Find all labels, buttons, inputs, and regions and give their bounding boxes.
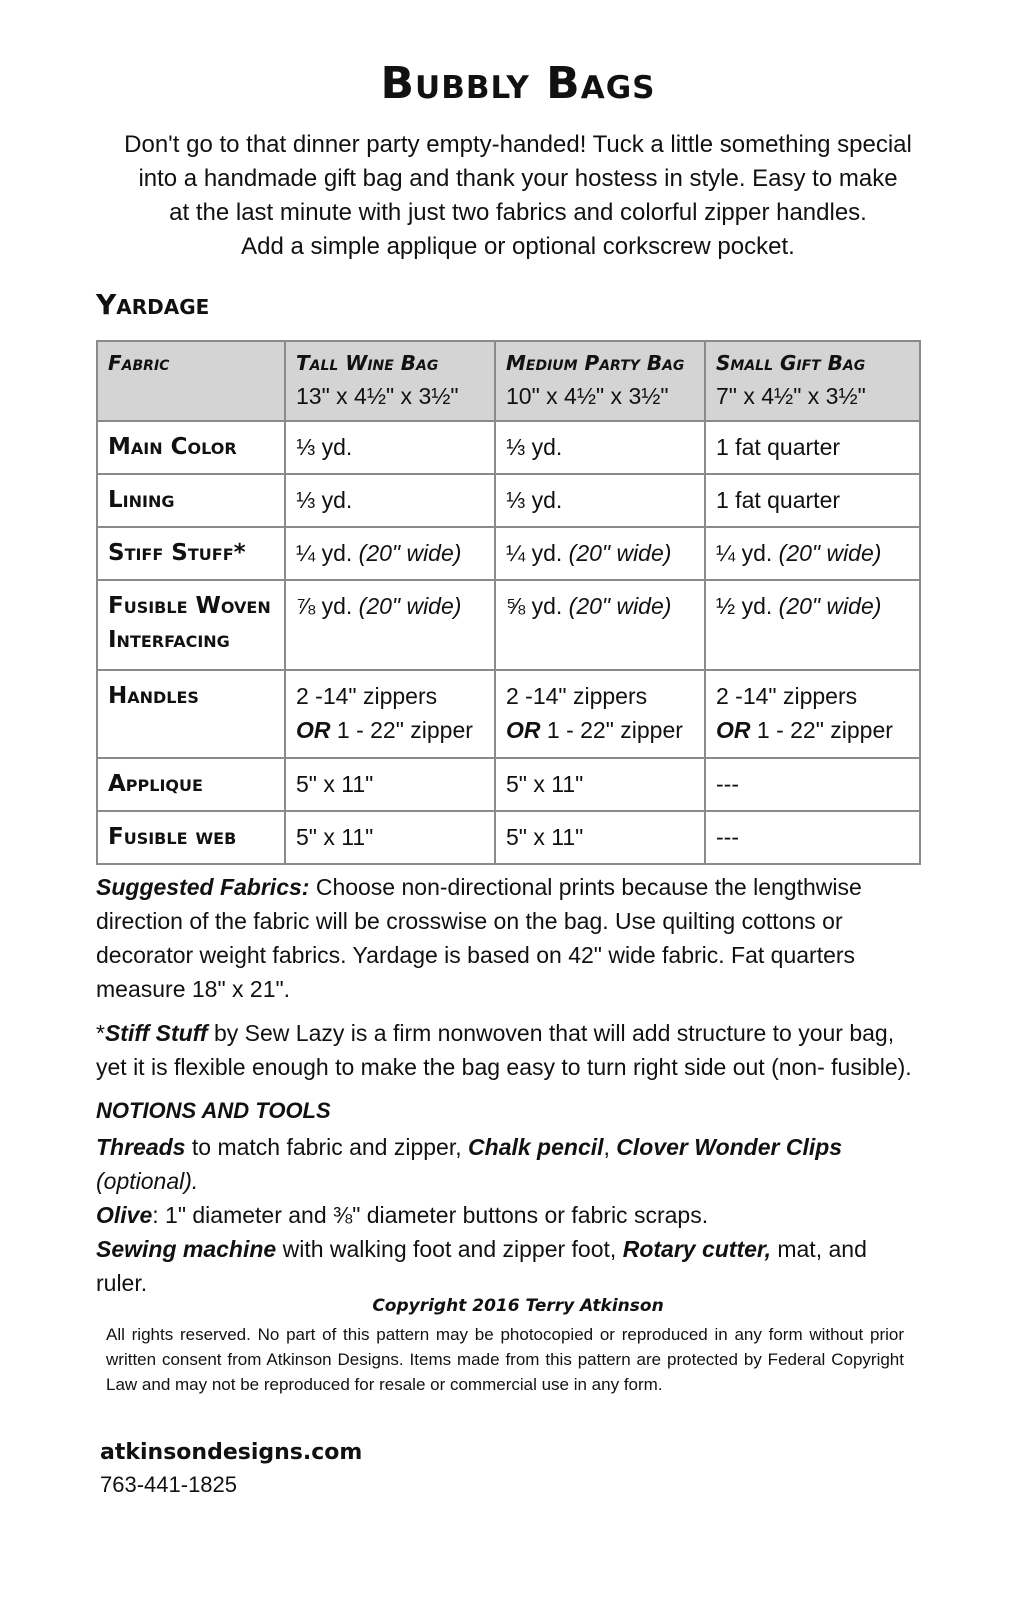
header-tall-wine-bag: Tall Wine Bag 13" x 4½" x 3½" (285, 341, 495, 421)
row-label: Fusible web (97, 811, 285, 864)
website-link[interactable]: atkinsondesigns.com (100, 1440, 363, 1465)
row-label: Applique (97, 758, 285, 811)
header-medium-party-bag: Medium Party Bag 10" x 4½" x 3½" (495, 341, 705, 421)
suggested-fabrics-paragraph: Suggested Fabrics: Choose non-directional prints because the lengthwise direction of the fabric will be crosswise on the bag. Use quilting cottons or decorator weight fabrics. Yardage is based on 42" wide fabric. Fat quarters measure 18" x 21". (96, 874, 862, 1002)
phone-number: 763-441-1825 (100, 1472, 238, 1497)
table-cell: 5" x 11" (495, 758, 705, 811)
table-row (97, 811, 920, 864)
table-cell: --- (705, 811, 920, 864)
table-cell: 5" x 11" (285, 811, 495, 864)
table-cell: 5" x 11" (285, 758, 495, 811)
copyright-text: All rights reserved. No part of this pattern may be photocopied or reproduced in any form without prior written consent from Atkinson Designs. Items made from this pattern are protected by Federal Copyright Law and may not be reproduced for resale or commercial use in any form. (106, 1325, 904, 1394)
copyright-heading: Copyright 2016 Terry Atkinson (372, 1296, 664, 1316)
header-small-gift-bag: Small Gift Bag 7" x 4½" x 3½" (705, 341, 920, 421)
table-cell: 1 fat quarter (705, 474, 920, 527)
header-fabric: Fabric (97, 341, 285, 421)
intro-line: Add a simple applique or optional corkscrew pocket. (241, 233, 795, 260)
row-label: Lining (97, 474, 285, 527)
intro-line: at the last minute with just two fabrics and colorful zipper handles. (169, 199, 867, 226)
stiff-stuff-note: *Stiff Stuff by Sew Lazy is a firm nonwoven that will add structure to your bag, yet it is flexible enough to make the bag easy to turn right side out (non- fusible). (96, 1020, 912, 1080)
table-row (97, 527, 920, 580)
yardage-table (96, 340, 921, 865)
table-cell: ⅓ yd. (285, 474, 495, 527)
table-cell: ⅞ yd. (20" wide) (285, 580, 495, 670)
page-title: Bubbly Bags (380, 58, 656, 109)
table-cell: 2 -14" zippers OR 1 - 22" zipper (705, 670, 920, 758)
intro-line: into a handmade gift bag and thank your hostess in style. Easy to make (138, 165, 898, 192)
row-label: Fusible Woven Interfacing (97, 580, 285, 670)
notions-heading: NOTIONS AND TOOLS (96, 1098, 331, 1123)
notions-list: Threads to match fabric and zipper, Chalk pencil, Clover Wonder Clips (optional). Olive: 1" diameter and ⅜" diameter buttons or fabric scraps. Sewing machine with walking foot and zipper foot, Rotary cutter, mat, and ruler. (96, 1134, 867, 1296)
table-cell: ⅓ yd. (495, 421, 705, 474)
yardage-heading: Yardage (96, 288, 210, 321)
table-row (97, 670, 920, 758)
table-row (97, 421, 920, 474)
intro-line: Don't go to that dinner party empty-handed! Tuck a little something special (124, 131, 912, 158)
table-cell: 5" x 11" (495, 811, 705, 864)
table-header-row (97, 341, 920, 421)
table-cell: ½ yd. (20" wide) (705, 580, 920, 670)
table-cell: 1 fat quarter (705, 421, 920, 474)
table-cell: 2 -14" zippers OR 1 - 22" zipper (495, 670, 705, 758)
table-row (97, 758, 920, 811)
table-row (97, 580, 920, 670)
row-label: Main Color (97, 421, 285, 474)
table-row (97, 474, 920, 527)
table-cell: --- (705, 758, 920, 811)
table-cell: ⅓ yd. (285, 421, 495, 474)
row-label: Stiff Stuff* (97, 527, 285, 580)
table-cell: 2 -14" zippers OR 1 - 22" zipper (285, 670, 495, 758)
table-cell: ¼ yd. (20" wide) (285, 527, 495, 580)
table-cell: ⅝ yd. (20" wide) (495, 580, 705, 670)
table-cell: ¼ yd. (20" wide) (495, 527, 705, 580)
row-label: Handles (97, 670, 285, 758)
table-cell: ⅓ yd. (495, 474, 705, 527)
intro-paragraph (100, 128, 936, 264)
table-cell: ¼ yd. (20" wide) (705, 527, 920, 580)
